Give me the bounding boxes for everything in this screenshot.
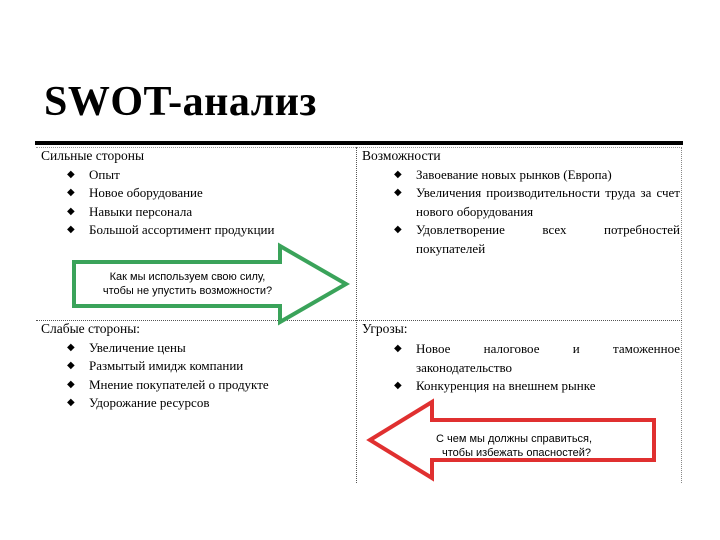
diamond-bullet-icon: ◆ [394,187,402,198]
list-item [41,221,341,240]
diamond-bullet-icon: ◆ [67,168,75,180]
diamond-bullet-icon: ◆ [394,380,402,391]
list-item [41,184,341,203]
threats-heading: Угрозы: [362,321,408,336]
list-item-text: Удорожание ресурсов [89,395,210,410]
diamond-bullet-icon: ◆ [67,205,75,217]
list-item-text: Удовлетворение всех потребностей покупателей [416,222,680,256]
red-arrow-line2: чтобы избежать опасностей? [442,447,591,459]
list-item [362,166,680,185]
list-item-text: Мнение покупателей о продукте [89,376,269,392]
list-item-text: Навыки персонала [89,203,193,219]
diamond-bullet-icon: ◆ [67,224,75,235]
opportunities-list [362,166,680,259]
weaknesses-quadrant [41,320,341,413]
green-arrow-line1: Как мы используем свою силу, [109,271,266,283]
list-item [362,184,680,221]
list-item-text: Увеличение цены [89,339,186,355]
red-arrow-line1: С чем мы должны справиться, [436,433,593,445]
diamond-bullet-icon: ◆ [394,343,402,354]
diamond-bullet-icon: ◆ [67,341,75,353]
list-item-text: Опыт [89,166,120,182]
list-item [41,394,341,413]
strengths-quadrant [41,147,341,240]
threats-heading-wrap [362,320,662,339]
title-underline [35,141,683,145]
list-item-text: Увеличения производительности труда за счет нового оборудования [416,185,680,219]
list-item-text: Новое оборудование [89,185,203,200]
list-item [362,377,680,396]
weaknesses-heading: Слабые стороны: [41,321,141,336]
page-title: SWOT-анализ [44,79,317,125]
list-item [362,340,680,377]
diamond-bullet-icon: ◆ [67,360,75,371]
weaknesses-list [41,339,341,413]
green-arrow-line2: чтобы не упустить возможности? [102,285,273,297]
list-item-text: Размытый имидж компании [89,358,244,373]
list-item [41,203,341,222]
grid-vertical-divider [356,147,357,483]
list-item [41,376,341,395]
diamond-bullet-icon: ◆ [394,224,402,235]
opportunities-heading: Возможности [362,148,441,163]
opportunities-quadrant [362,147,680,258]
list-item [41,166,341,185]
list-item-text: Новое налоговое и таможенное законодательство [416,341,680,375]
threats-quadrant [362,340,680,396]
list-item [362,221,680,258]
strengths-list [41,166,341,240]
threats-list [362,340,680,396]
diamond-bullet-icon: ◆ [67,378,75,390]
list-item [41,339,341,358]
diamond-bullet-icon: ◆ [67,187,75,198]
diamond-bullet-icon: ◆ [394,168,402,180]
list-item [41,357,341,376]
red-arrow-text [436,432,636,460]
list-item-text: Большой ассортимент продукции [89,222,275,237]
green-arrow-text [80,270,295,298]
strengths-heading: Сильные стороны [41,148,145,163]
list-item-text: Конкуренция на внешнем рынке [416,378,596,393]
list-item-text: Завоевание новых рынков (Европа) [416,166,612,182]
grid-right-border [681,147,682,483]
diamond-bullet-icon: ◆ [67,397,75,408]
